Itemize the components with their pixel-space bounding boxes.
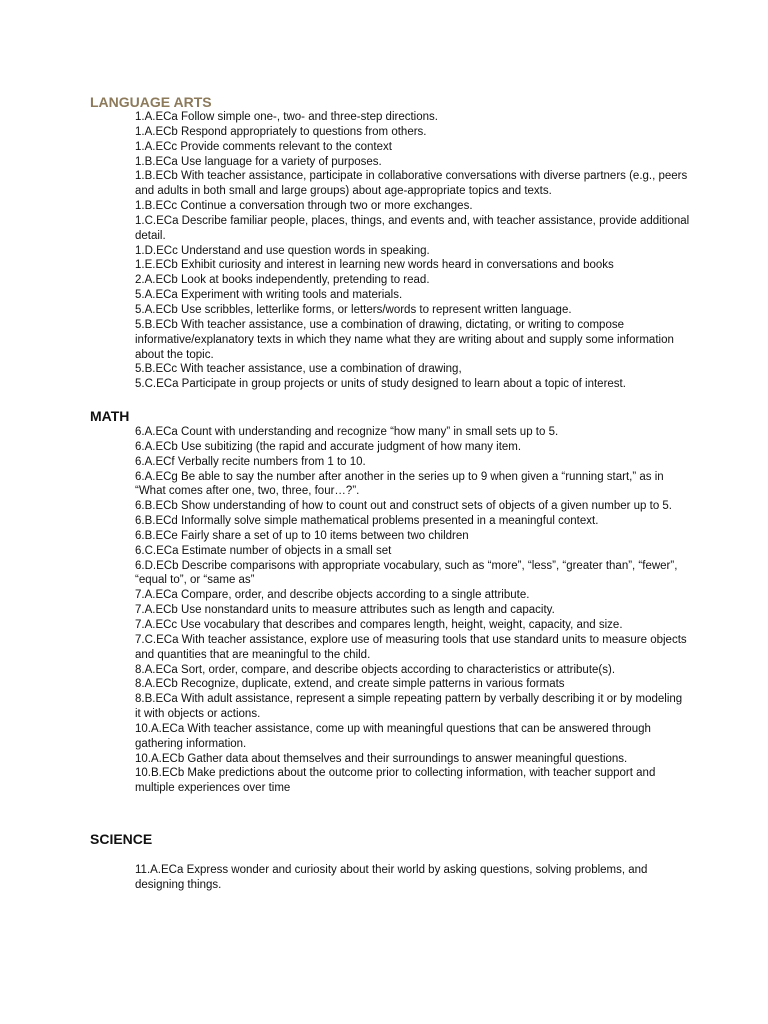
standard-item: 7.A.ECb Use nonstandard units to measure attributes such as length and capacity. bbox=[135, 604, 555, 617]
standards-list-science bbox=[90, 863, 690, 893]
standard-item: 5.A.ECb Use scribbles, letterlike forms, or letters/words to represent written language. bbox=[135, 303, 572, 316]
standard-item: 1.C.ECa Describe familiar people, places, things, and events and, with teacher assistance, provide additional detail. bbox=[135, 214, 690, 242]
section-heading-science: SCIENCE bbox=[90, 831, 153, 847]
section-heading-language-arts: LANGUAGE ARTS bbox=[90, 94, 212, 110]
section-language-arts bbox=[90, 94, 690, 392]
standard-item: 1.E.ECb Exhibit curiosity and interest in learning new words heard in conversations and books bbox=[135, 259, 614, 272]
standard-item: 6.D.ECb Describe comparisons with appropriate vocabulary, such as “more”, “less”, “greater than”, “fewer”, “equal to”, or “same as” bbox=[135, 559, 678, 587]
standard-item: 5.B.ECb With teacher assistance, use a combination of drawing, dictating, or writing to compose informative/explanatory texts in which they name what they are writing about and supply some information about the topic. bbox=[135, 318, 674, 361]
standard-item: 11.A.ECa Express wonder and curiosity about their world by asking questions, solving problems, and designing things. bbox=[135, 864, 648, 891]
standard-item: 1.D.ECc Understand and use question words in speaking. bbox=[135, 244, 430, 257]
standards-list-math bbox=[90, 425, 690, 796]
standard-item: 1.A.ECa Follow simple one-, two- and three-step directions. bbox=[135, 111, 438, 123]
standard-item: 10.A.ECb Gather data about themselves and their surroundings to answer meaningful questions. bbox=[135, 752, 628, 765]
standard-item: 7.A.ECc Use vocabulary that describes and compares length, height, weight, capacity, and size. bbox=[135, 618, 623, 631]
standard-item: 6.C.ECa Estimate number of objects in a small set bbox=[135, 544, 392, 557]
standard-item: 5.C.ECa Participate in group projects or units of study designed to learn about a topic of interest. bbox=[135, 378, 626, 391]
standard-item: 6.B.ECb Show understanding of how to count out and construct sets of objects of a given number up to 5. bbox=[135, 500, 672, 513]
standard-item: 8.A.ECb Recognize, duplicate, extend, and create simple patterns in various formats bbox=[135, 678, 565, 691]
standard-item: 1.A.ECc Provide comments relevant to the context bbox=[135, 140, 392, 153]
standard-item: 6.B.ECe Fairly share a set of up to 10 items between two children bbox=[135, 529, 469, 542]
standard-item: 7.C.ECa With teacher assistance, explore use of measuring tools that use standard units to measure objects and quantities that are meaningful to the child. bbox=[135, 633, 687, 661]
standard-item: 7.A.ECa Compare, order, and describe objects according to a single attribute. bbox=[135, 589, 530, 602]
standard-item: 6.A.ECa Count with understanding and recognize “how many” in small sets up to 5. bbox=[135, 426, 559, 438]
standard-item: 1.B.ECb With teacher assistance, participate in collaborative conversations with diverse partners (e.g., peers and adults in both small and large groups) about age-appropriate topics and texts. bbox=[135, 170, 688, 198]
standard-item: 8.A.ECa Sort, order, compare, and describe objects according to characteristics or attribute(s). bbox=[135, 663, 616, 676]
standard-item: 6.A.ECf Verbally recite numbers from 1 to 10. bbox=[135, 455, 366, 468]
standard-item: 1.A.ECb Respond appropriately to questions from others. bbox=[135, 125, 427, 138]
standards-list-language-arts bbox=[90, 110, 690, 392]
standard-item: 5.B.ECc With teacher assistance, use a combination of drawing, bbox=[135, 363, 462, 376]
section-science bbox=[90, 831, 690, 893]
standard-item: 6.A.ECg Be able to say the number after another in the series up to 9 when given a “running start,” as in “What comes after one, two, three, four…?”. bbox=[135, 470, 664, 498]
standard-item: 5.A.ECa Experiment with writing tools and materials. bbox=[135, 289, 403, 302]
section-math bbox=[90, 408, 690, 796]
standard-item: 2.A.ECb Look at books independently, pretending to read. bbox=[135, 274, 430, 287]
section-heading-math: MATH bbox=[90, 408, 130, 424]
standard-item: 1.B.ECc Continue a conversation through two or more exchanges. bbox=[135, 200, 473, 213]
standard-item: 1.B.ECa Use language for a variety of purposes. bbox=[135, 155, 382, 168]
standard-item: 6.A.ECb Use subitizing (the rapid and accurate judgment of how many item. bbox=[135, 440, 522, 453]
standard-item: 8.B.ECa With adult assistance, represent a simple repeating pattern by verbally describing it or by modeling it with objects or actions. bbox=[135, 693, 683, 721]
standard-item: 10.B.ECb Make predictions about the outcome prior to collecting information, with teacher support and multiple experiences over time bbox=[135, 767, 656, 795]
standard-item: 10.A.ECa With teacher assistance, come up with meaningful questions that can be answered through gathering information. bbox=[135, 722, 651, 750]
standard-item: 6.B.ECd Informally solve simple mathematical problems presented in a meaningful context. bbox=[135, 515, 599, 528]
